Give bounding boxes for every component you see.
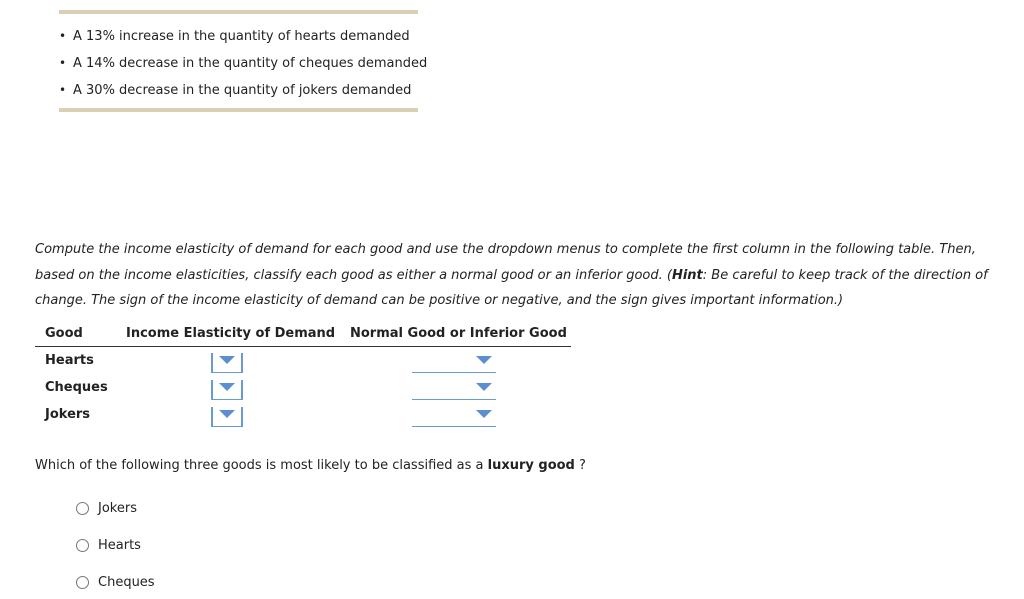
question-suffix: ? (574, 458, 586, 473)
dropdown-arrow-icon (476, 356, 492, 364)
instructions (35, 237, 1010, 314)
header-elasticity: Income Elasticity of Demand (126, 326, 336, 341)
table-row (35, 380, 571, 400)
bullet-text: A 14% decrease in the quantity of cheques demanded (73, 56, 428, 71)
dropdown-arrow-icon (219, 410, 235, 418)
dropdown-arrow-icon (219, 356, 235, 364)
elasticity-dropdown-hearts[interactable] (211, 353, 243, 373)
luxury-question (35, 458, 586, 473)
dropdown-arrow-icon (476, 383, 492, 391)
bullet-dot-icon: • (59, 83, 67, 97)
radio-label: Jokers (98, 501, 137, 516)
table-row (35, 407, 571, 427)
radio-label: Hearts (98, 538, 141, 553)
elasticity-dropdown-cheques[interactable] (211, 380, 243, 400)
bullet-dot-icon: • (59, 56, 67, 70)
bullet-dot-icon: • (59, 29, 67, 43)
row-good-label: Hearts (45, 353, 94, 368)
bullet-box (59, 10, 428, 112)
header-good: Good (45, 326, 83, 341)
bullet-item (59, 82, 411, 99)
bullet-text: A 13% increase in the quantity of hearts demanded (73, 29, 410, 44)
classification-dropdown-hearts[interactable] (412, 353, 496, 373)
radio-label: Cheques (98, 575, 155, 590)
radio-button-icon[interactable] (76, 502, 89, 515)
radio-button-icon[interactable] (76, 539, 89, 552)
row-good-label: Jokers (45, 407, 91, 422)
elasticity-table (35, 322, 571, 422)
dropdown-arrow-icon (219, 383, 235, 391)
bullet-text: A 30% decrease in the quantity of jokers demanded (73, 83, 412, 98)
question-emphasis: luxury good (487, 458, 575, 473)
table-row (35, 353, 571, 373)
instructions-part1: Compute the income elasticity of demand for each good and use the dropdown menus to complete the first column in the following table. Then, based on the income elasticities, classify each good as either a normal good or an inferior good. ( (35, 242, 976, 283)
classification-dropdown-jokers[interactable] (412, 407, 496, 427)
elasticity-dropdown-jokers[interactable] (211, 407, 243, 427)
instructions-part2: : Be careful to keep track of the direction of change. The sign of the income elasticity of demand can be positive or negative, and the sign gives important information.) (35, 267, 988, 308)
row-good-label: Cheques (45, 380, 108, 395)
bullet-item (59, 28, 410, 45)
hint-label: Hint (671, 267, 703, 283)
table-header (35, 322, 571, 347)
header-classification: Normal Good or Inferior Good (350, 326, 567, 341)
dropdown-arrow-icon (476, 410, 492, 418)
classification-dropdown-cheques[interactable] (412, 380, 496, 400)
bullet-item (59, 55, 427, 72)
radio-button-icon[interactable] (76, 576, 89, 589)
question-prefix: Which of the following three goods is most likely to be classified as a (35, 458, 488, 473)
